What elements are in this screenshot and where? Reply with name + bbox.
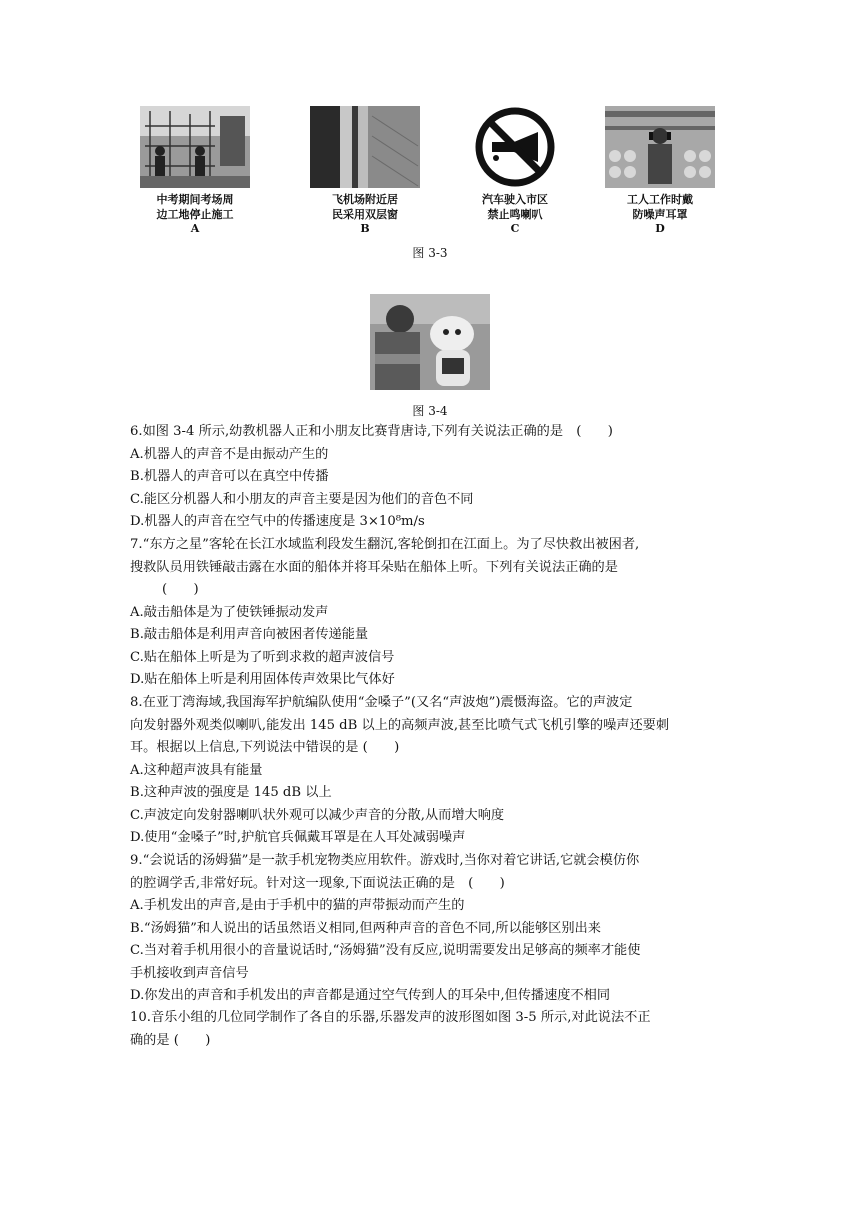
figure-item-a	[130, 106, 260, 235]
robot-child-photo	[370, 294, 490, 390]
figure-item-c	[450, 106, 580, 235]
caption-line-2: 防噪声耳罩	[632, 208, 688, 221]
option-d: D.使用“金嗓子”时,护航官兵佩戴耳罩是在人耳处减弱噪声	[130, 830, 466, 845]
caption-line-2: 边工地停止施工	[156, 208, 234, 221]
option-letter: B	[360, 222, 370, 235]
question-stem-line-1: 9.“会说话的汤姆猫”是一款手机宠物类应用软件。游戏时,当你对着它讲话,它就会模仿你	[130, 853, 640, 868]
question-8	[130, 692, 740, 850]
option-c: C.当对着手机用很小的音量说话时,“汤姆猫”没有反应,说明需要发出足够高的频率才能使	[130, 943, 641, 958]
caption-line-1: 飞机场附近居	[332, 193, 398, 206]
figure-3-3-caption: 图 3-3	[412, 246, 448, 260]
question-7	[130, 534, 740, 692]
option-a: A.这种超声波具有能量	[130, 762, 263, 778]
construction-site-photo	[140, 106, 250, 188]
option-letter: C	[510, 222, 520, 235]
option-a: A.手机发出的声音,是由于手机中的猫的声带振动而产生的	[130, 898, 465, 913]
question-stem-line-2: 向发射器外观类似喇叭,能发出 145 dB 以上的高频声波,甚至比喷气式飞机引擎的噪声还要刺	[130, 717, 670, 733]
option-b: B.机器人的声音可以在真空中传播	[130, 469, 329, 484]
figure-3-3	[130, 106, 730, 241]
question-stem-line-1: 8.在亚丁湾海域,我国海军护航编队使用“金嗓子”(又名“声波炮”)震慑海盗。它的声波定	[130, 695, 633, 710]
question-stem-line-1: 7.“东方之星”客轮在长江水域监利段发生翻沉,客轮倒扣在江面上。为了尽快救出被困者,	[130, 537, 640, 552]
caption-line-1: 中考期间考场周	[156, 193, 234, 206]
question-6	[130, 421, 740, 534]
figure-item-d	[595, 106, 725, 235]
option-letter: D	[655, 222, 665, 235]
question-stem-line-1: 10.音乐小组的几位同学制作了各自的乐器,乐器发声的波形图如图 3-5 所示,对此说法不正	[130, 1010, 651, 1025]
no-horn-sign-icon	[460, 106, 570, 188]
question-9	[130, 850, 740, 1008]
double-window-photo	[310, 106, 420, 188]
option-d: D.贴在船体上听是利用固体传声效果比气体好	[130, 672, 395, 687]
caption-line-1: 汽车驶入市区	[482, 193, 548, 206]
option-d: D.机器人的声音在空气中的传播速度是 3×10⁸m/s	[130, 514, 425, 529]
caption-line-1: 工人工作时戴	[627, 193, 693, 206]
factory-worker-photo	[605, 106, 715, 188]
question-stem: 6.如图 3-4 所示,幼教机器人正和小朋友比赛背唐诗,下列有关说法正确的是 ( )	[130, 424, 613, 439]
option-a: A.敲击船体是为了使铁锤振动发声	[130, 604, 329, 620]
figure-3-4-caption: 图 3-4	[412, 404, 448, 418]
option-b: B.这种声波的强度是 145 dB 以上	[130, 785, 332, 800]
option-c: C.能区分机器人和小朋友的声音主要是因为他们的音色不同	[130, 491, 474, 507]
question-stem-line-2: 确的是 ( )	[130, 1032, 211, 1048]
caption-line-2: 民采用双层窗	[332, 208, 398, 221]
question-stem-line-2: 的腔调学舌,非常好玩。针对这一现象,下面说法正确的是 ( )	[130, 875, 505, 891]
caption-line-2: 禁止鸣喇叭	[487, 208, 543, 221]
option-c-continued: 手机接收到声音信号	[130, 965, 249, 981]
option-c: C.贴在船体上听是为了听到求救的超声波信号	[130, 649, 395, 665]
option-a: A.机器人的声音不是由振动产生的	[130, 446, 329, 462]
option-d: D.你发出的声音和手机发出的声音都是通过空气传到人的耳朵中,但传播速度不相同	[130, 988, 611, 1003]
question-stem-line-2: 搜救队员用铁锤敲击露在水面的船体并将耳朵贴在船体上听。下列有关说法正确的是	[130, 559, 618, 575]
question-10	[130, 1007, 740, 1052]
answer-bracket: ( )	[162, 582, 199, 597]
question-stem-line-3: 耳。根据以上信息,下列说法中错误的是 ( )	[130, 740, 400, 755]
option-b: B.“汤姆猫”和人说出的话虽然语义相同,但两种声音的音色不同,所以能够区别出来	[130, 920, 601, 936]
figure-item-b	[300, 106, 430, 235]
option-c: C.声波定向发射器喇叭状外观可以减少声音的分散,从而增大响度	[130, 807, 505, 823]
option-letter: A	[190, 222, 200, 235]
option-b: B.敲击船体是利用声音向被困者传递能量	[130, 627, 369, 642]
